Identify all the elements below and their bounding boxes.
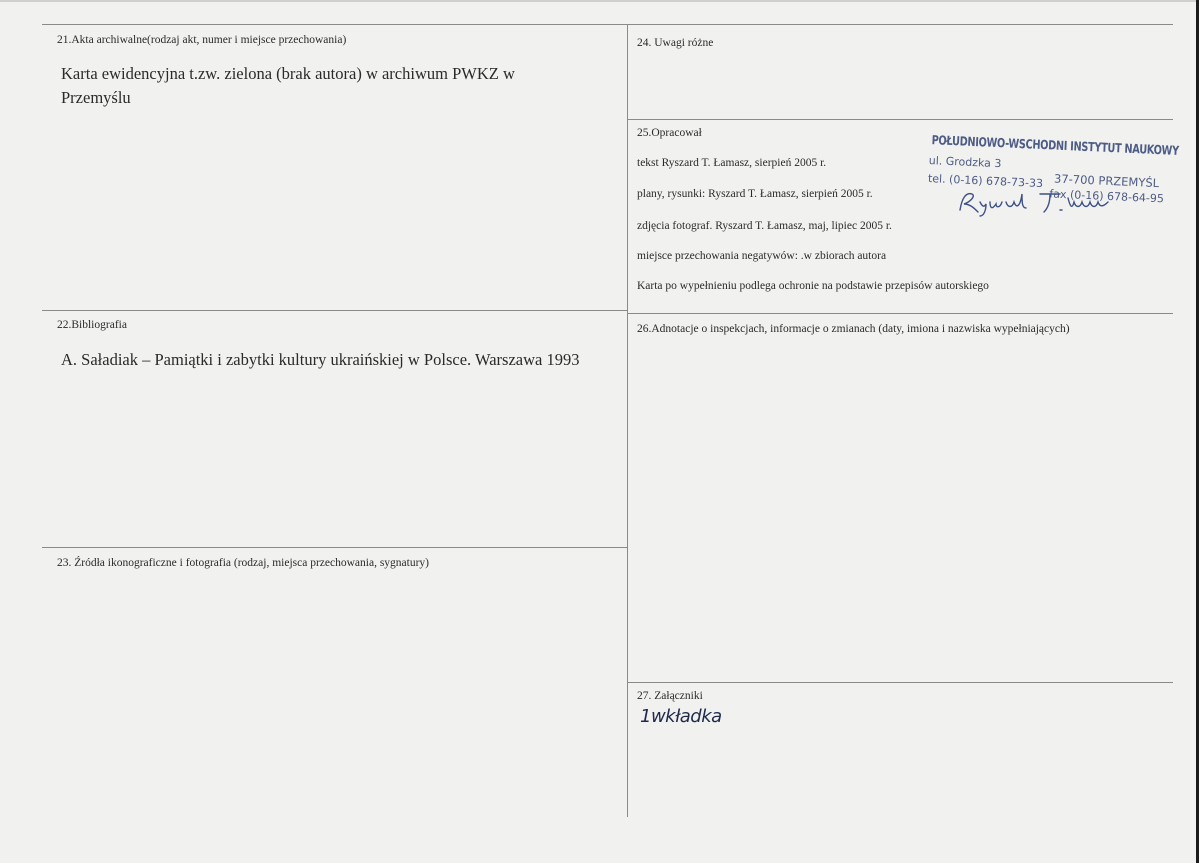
section-24-label: 24. Uwagi różne [637, 37, 714, 49]
section-25-line-photos: zdjęcia fotograf. Ryszard T. Łamasz, maj, lipiec 2005 r. [637, 220, 892, 232]
stamp-postal-city: 37-700 PRZEMYŚL [1053, 171, 1160, 191]
rule-top [42, 24, 1173, 25]
section-23-label: 23. Źródła ikonograficzne i fotografia (rodzaj, miejsca przechowania, sygnatury) [57, 557, 429, 569]
rule-left-21-22 [42, 310, 627, 311]
section-25-line-copyright: Karta po wypełnieniu podlega ochronie na podstawie przepisów autorskiego [637, 280, 989, 292]
section-27-label: 27. Załączniki [637, 690, 703, 702]
rule-middle-vertical [627, 24, 628, 817]
rule-right-25-26 [628, 313, 1173, 314]
section-25-label: 25.Opracował [637, 127, 702, 139]
section-26-label: 26.Adnotacje o inspekcjach, informacje o zmianach (daty, imiona i nazwiska wypełniających) [637, 323, 1070, 335]
section-22-text: A. Saładiak – Pamiątki i zabytki kultury ukraińskiej w Polsce. Warszawa 1993 [61, 350, 580, 369]
section-25-line-negatives: miejsce przechowania negatywów: .w zbiorach autora [637, 250, 887, 262]
rule-right-26-27 [628, 682, 1173, 683]
rule-left-22-23 [42, 547, 627, 548]
stamp-fax: fax (0-16) 678-64-95 [1049, 187, 1165, 206]
section-25-line-text: tekst Ryszard T. Łamasz, sierpień 2005 r. [637, 157, 827, 169]
author-signature [956, 188, 1116, 218]
stamp-institute-name: POŁUDNIOWO-WSCHODNI INSTYTUT NAUKOWY [931, 132, 1180, 158]
section-25-line-plans: plany, rysunki: Ryszard T. Łamasz, sierpień 2005 r. [637, 188, 873, 200]
stamp-phone: tel. (0-16) 678-73-33 [927, 172, 1044, 191]
page-top-edge [0, 0, 1199, 2]
section-22-label: 22.Bibliografia [57, 319, 127, 331]
section-21-text-line2: Przemyślu [61, 88, 131, 107]
stamp-street: ul. Grodzka 3 [928, 154, 1002, 171]
section-21-text-line1: Karta ewidencyjna t.zw. zielona (brak autora) w archiwum PWKZ w [61, 64, 515, 83]
section-21-label: 21.Akta archiwalne(rodzaj akt, numer i miejsce przechowania) [57, 34, 347, 46]
rule-right-24-25 [628, 119, 1173, 120]
attachment-handwritten-note: 1wkładka [640, 706, 722, 727]
